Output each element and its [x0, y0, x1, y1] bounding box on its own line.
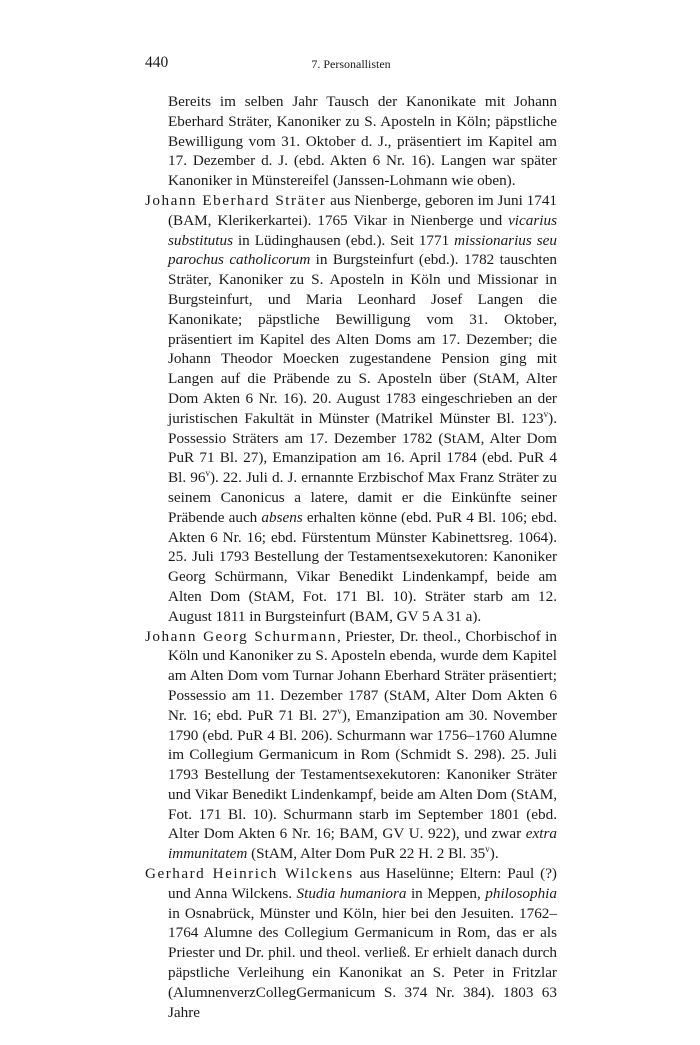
text-run: ), Emanzipation am 30. November 1790 (ebd. PuR 4 Bl. 206). Schurmann war 1756–1760 Alumne im Collegium Germanicum in Rom (Schmidt S. 298). 25. Juli 1793 Bestellung der Testamentsexekutoren: Kanoniker Sträter und Vikar Benedikt Lindenkampf, beide am Alten Dom (StAM, Fot. 171 Bl. 10). Schurmann starb im September 1801 (ebd. Alter Dom Akten 6 Nr. 16; BAM, GV U. 922), und zwar: [168, 706, 558, 843]
text-run: , Priester, Dr. theol., Chorbischof in Köln und Kanoniker zu S. Aposteln ebenda, wurde dem Kapitel am Alten Dom vom Turnar Johann Eberhard Sträter präsentiert; Possessio am 11. Dezember 1787 (StAM, Alter Dom Akten 6 Nr. 16; ebd. PuR 71 Bl. 27: [168, 627, 557, 724]
text-run: ).: [489, 845, 499, 863]
page-number: 440: [145, 54, 169, 71]
person-name: Johann Georg Schurmann: [145, 627, 337, 645]
body-text: [145, 92, 557, 1022]
text-run: erhalten könne (ebd. PuR 4 Bl. 106; ebd. Akten 6 Nr. 16; ebd. Fürstentum Münster Kabinettsreg. 1064). 25. Juli 1793 Bestellung der Testamentsexekutoren: Kanoniker Georg Schürmann, Vikar Benedikt Lindenkampf, beide am Alten Dom (StAM, Fot. 171 Bl. 10). Sträter starb am 12. August 1811 in Burgsteinfurt (BAM, GV 5 A 31 a).: [168, 508, 557, 625]
person-name: Gerhard Heinrich Wilckens: [145, 865, 354, 883]
verso-mark: v: [205, 468, 210, 479]
person-entry: [145, 864, 557, 1022]
running-head: 7. Personallisten: [311, 57, 391, 71]
verso-mark: v: [543, 408, 549, 419]
person-entry: [145, 627, 557, 865]
continuation-paragraph: [145, 92, 557, 191]
person-entry: [145, 191, 557, 627]
text-run: in Meppen,: [406, 884, 486, 902]
person-name: Johann Eberhard Sträter: [145, 191, 327, 209]
latin-term: Studia humaniora: [296, 884, 407, 902]
text-run: aus Haselünne; Eltern: Paul (?) und Anna Wilckens.: [168, 865, 557, 902]
latin-term: vicarius substitutus: [168, 211, 557, 249]
text-run: Bereits im selben Jahr Tausch der Kanonikate mit Johann Eberhard Sträter, Kanoniker zu S. Aposteln in Köln; päpstliche Bewilligung vom 31. Oktober d. J., präsentiert im Kapitel am 17. Dezember d. J. (ebd. Akten 6 Nr. 16). Langen war später Kanoniker in Münstereifel (Janssen-Lohmann wie oben).: [168, 93, 557, 190]
text-run: in Osnabrück, Münster und Köln, hier bei den Jesuiten. 1762–1764 Alumne des Collegium Germanicum in Rom, das er als Priester und Dr. phil. und theol. verließ. Er erhielt danach durch päpstliche Verleihung ein Kanonikat an S. Peter in Fritzlar (AlumnenverzCollegGermanicum S. 374 Nr. 384). 1803 63 Jahre: [168, 904, 557, 1021]
text-run: ). Possessio Sträters am 17. Dezember 1782 (StAM, Alter Dom PuR 71 Bl. 27), Emanzipation am 16. April 1784 (ebd. PuR 4 Bl. 96: [168, 409, 557, 487]
text-run: ). 22. Juli d. J. ernannte Erzbischof Max Franz Sträter zu seinem Canonicus a latere, damit er die Einkünfte seiner Präbende auch: [168, 469, 558, 526]
latin-term: absens: [261, 508, 303, 526]
page-header: [145, 54, 557, 76]
verso-mark: v: [337, 705, 342, 716]
latin-term: extra immunitatem: [168, 825, 557, 863]
text-run: in Lüdinghausen (ebd.). Seit 1771: [233, 231, 455, 249]
verso-mark: v: [485, 844, 490, 855]
latin-term: missionarius seu parochus catholicorum: [168, 231, 558, 269]
text-run: aus Nienberge, geboren im Juni 1741 (BAM, Klerikerkartei). 1765 Vikar in Nienberge und: [168, 191, 558, 229]
text-run: in Burgsteinfurt (ebd.). 1782 tauschten Sträter, Kanoniker zu S. Aposteln in Köln und Missionar in Burgsteinfurt, und Maria Leonhard Josef Langen die Kanonikate; päpstliche Bewilligung vom 31. Oktober, präsentiert im Kapitel des Alten Doms am 17. Dezember; die Johann Theodor Moecken zugestandene Pension ging mit Langen auf die Präbende zu S. Aposteln über (StAM, Alter Dom Akten 6 Nr. 16). 20. August 1783 eingeschrieben an der juristischen Fakultät in Münster (Matrikel Münster Bl. 123: [168, 251, 557, 427]
text-run: (StAM, Alter Dom PuR 22 H. 2 Bl. 35: [247, 845, 486, 863]
latin-term: philosophia: [485, 884, 557, 902]
